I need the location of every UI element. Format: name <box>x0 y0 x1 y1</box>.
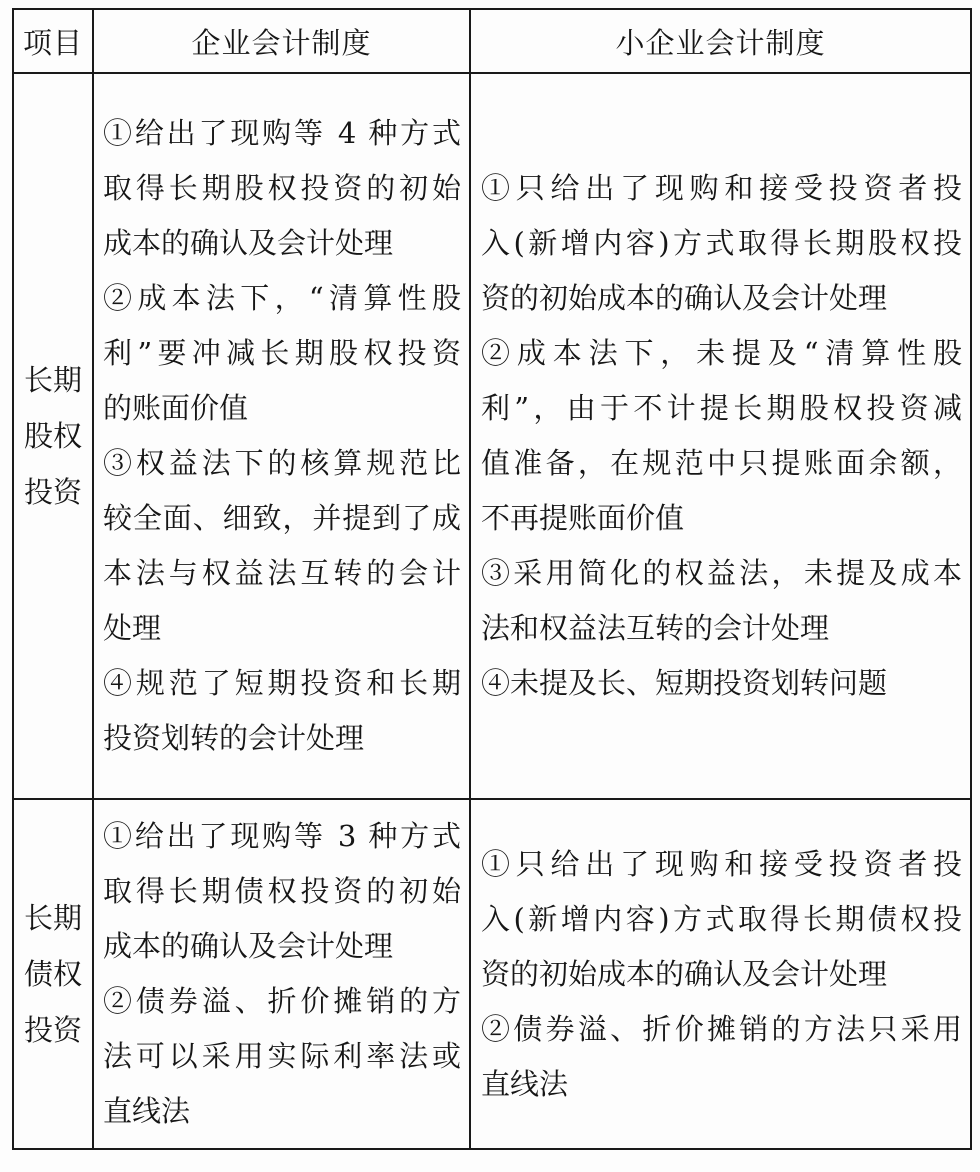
text-line: 法可以采用实际利率法或 <box>103 1039 461 1073</box>
text-line: ③权益法下的核算规范比 <box>103 446 461 480</box>
text-line: 利”，由于不计提长期股权投资减 <box>481 391 962 425</box>
item-cell-equity <box>13 73 93 799</box>
text-line: 成本的确认及会计处理 <box>103 929 394 963</box>
text-line: 取得长期债权投资的初始 <box>103 874 461 908</box>
text-line: ①只给出了现购和接受投资者投 <box>481 846 962 881</box>
text-line: 取得长期股权投资的初始 <box>103 171 461 205</box>
text-line: ②债券溢、折价摊销的方 <box>103 984 461 1018</box>
small-enterprise-cell-equity <box>470 73 971 799</box>
text-line: 较全面、细致，并提到了成 <box>103 501 461 535</box>
text-line: 处理 <box>103 611 162 645</box>
text-line: 资的初始成本的确认及会计处理 <box>481 956 888 991</box>
enterprise-cell-equity <box>93 73 470 799</box>
text-line: 成本的确认及会计处理 <box>103 226 394 260</box>
text-line: ④未提及长、短期投资划转问题 <box>481 666 888 700</box>
text-line: 法和权益法互转的会计处理 <box>481 611 830 645</box>
text-line: 入(新增内容)方式取得长期债权投 <box>481 901 962 936</box>
text-line: ②成本法下，未提及“清算性股 <box>481 336 962 370</box>
text-line: 不再提账面价值 <box>481 501 685 535</box>
item-line: 债权 <box>23 957 82 991</box>
text-line: ③采用简化的权益法，未提及成本 <box>481 556 962 590</box>
table-row-equity <box>13 73 971 799</box>
text-line: 值准备，在规范中只提账面余额， <box>481 446 962 480</box>
item-line: 长期 <box>23 901 82 935</box>
text-line: 利”要冲减长期股权投资 <box>103 336 461 370</box>
item-line: 投资 <box>23 475 82 509</box>
item-line: 长期 <box>23 363 82 397</box>
small-enterprise-cell-debt <box>470 799 971 1149</box>
header-small-enterprise: 小企业会计制度 <box>470 9 971 73</box>
table-header-row <box>13 9 971 73</box>
item-line: 投资 <box>23 1013 82 1047</box>
table-row-debt <box>13 799 971 1149</box>
text-line: 直线法 <box>103 1094 191 1128</box>
text-line: 资的初始成本的确认及会计处理 <box>481 281 888 315</box>
text-line: 直线法 <box>481 1066 569 1101</box>
comparison-table <box>12 8 972 1150</box>
text-line: ②债券溢、折价摊销的方法只采用 <box>481 1011 962 1046</box>
text-line: ①给出了现购等 3 种方式 <box>103 819 461 853</box>
text-line: ①只给出了现购和接受投资者投 <box>481 171 962 205</box>
enterprise-cell-debt <box>93 799 470 1149</box>
text-line: ①给出了现购等 4 种方式 <box>103 116 461 150</box>
item-cell-debt <box>13 799 93 1149</box>
header-item: 项目 <box>13 9 93 73</box>
item-line: 股权 <box>23 419 82 453</box>
text-line: ④规范了短期投资和长期 <box>103 666 461 700</box>
text-line: 投资划转的会计处理 <box>103 721 365 755</box>
text-line: 的账面价值 <box>103 391 249 425</box>
text-line: ②成本法下，“清算性股 <box>103 281 461 315</box>
text-line: 入(新增内容)方式取得长期股权投 <box>481 226 962 260</box>
header-enterprise: 企业会计制度 <box>93 9 470 73</box>
text-line: 本法与权益法互转的会计 <box>103 556 461 590</box>
